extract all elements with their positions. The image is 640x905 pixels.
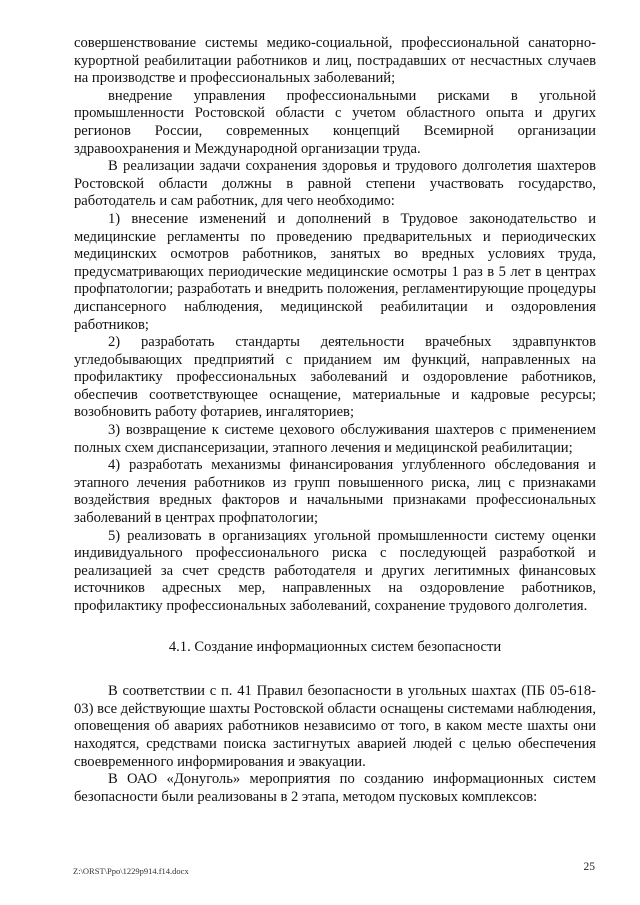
paragraph-top-6: 4) разработать механизмы финансирования углубленного обследования и этапного лечения работников из групп повышенного риска, лиц с признаками воздействия вредных факторов и начальными признаками профессиональных заболеваний в центрах профпатологии; <box>74 457 596 527</box>
paragraph-top-4: 2) разработать стандарты деятельности врачебных здравпунктов угледобывающих предприятий с приданием им функций, направленных на профилактику профессиональных заболеваний и оздоровление работников, обеспечив соответствующее оснащение, материальные и кадровые ресурсы; возобновить работу фотариев, ингаляториев; <box>74 334 596 421</box>
paragraph-top-3: 1) внесение изменений и дополнений в Трудовое законодательство и медицинские регламенты по проведению предварительных и периодических медицинских осмотров работников, занятых во вредных условиях труда, предусматривающих периодические медицинские осмотры 1 раз в 5 лет в центрах профпатологии; разработать и внедрить положения, регламентирующие процедуры диспансерного наблюдения, медицинской реабилитации и оздоровления работников; <box>74 210 596 333</box>
paragraph-top-1: внедрение управления профессиональными рисками в угольной промышленности Ростовской области с учетом областного опыта и других регионов России, современных концепций Всемирной организации здравоохранения и Международной организации труда. <box>74 87 596 157</box>
paragraph-top-5: 3) возвращение к системе цехового обслуживания шахтеров с применением полных схем диспансеризации, этапного лечения и медицинской реабилитации; <box>74 422 596 456</box>
paragraph-top-2: В реализации задачи сохранения здоровья и трудового долголетия шахтеров Ростовской области должны в равной степени участвовать государство, работодатель и сам работник, для чего необходимо: <box>74 158 596 210</box>
body-text <box>74 35 596 806</box>
paragraph-top-0: совершенствование системы медико-социальной, профессиональной санаторно-курортной реабилитации работников и лиц, пострадавших от несчастных случаев на производстве и профессиональных заболеваний; <box>74 35 596 87</box>
paragraph-bottom-0: В соответствии с п. 41 Правил безопасности в угольных шахтах (ПБ 05-618-03) все действующие шахты Ростовской области оснащены системами наблюдения, оповещения об авариях работников независимо от того, в каком месте шахты они находятся, средствами поиска застигнутых аварией людей с целью обеспечения своевременного информирования и эвакуации. <box>74 683 596 770</box>
paragraph-top-7: 5) реализовать в организациях угольной промышленности систему оценки индивидуального профессионального риска с последующей разработкой и реализацией за счет средств работодателя и других легитимных финансовых источников адресных мер, направленных на оздоровление работников, профилактику профессиональных заболеваний, сохранение трудового долголетия. <box>74 527 596 614</box>
page-number: 25 <box>583 861 595 873</box>
footer-file-path: Z:\ORST\Ppo\1229p914.f14.docx <box>73 866 189 876</box>
paragraph-bottom-1: В ОАО «Донуголь» мероприятия по созданию информационных систем безопасности были реализованы в 2 этапа, методом пусковых комплексов: <box>74 771 596 805</box>
section-heading: 4.1. Создание информационных систем безопасности <box>168 638 502 655</box>
